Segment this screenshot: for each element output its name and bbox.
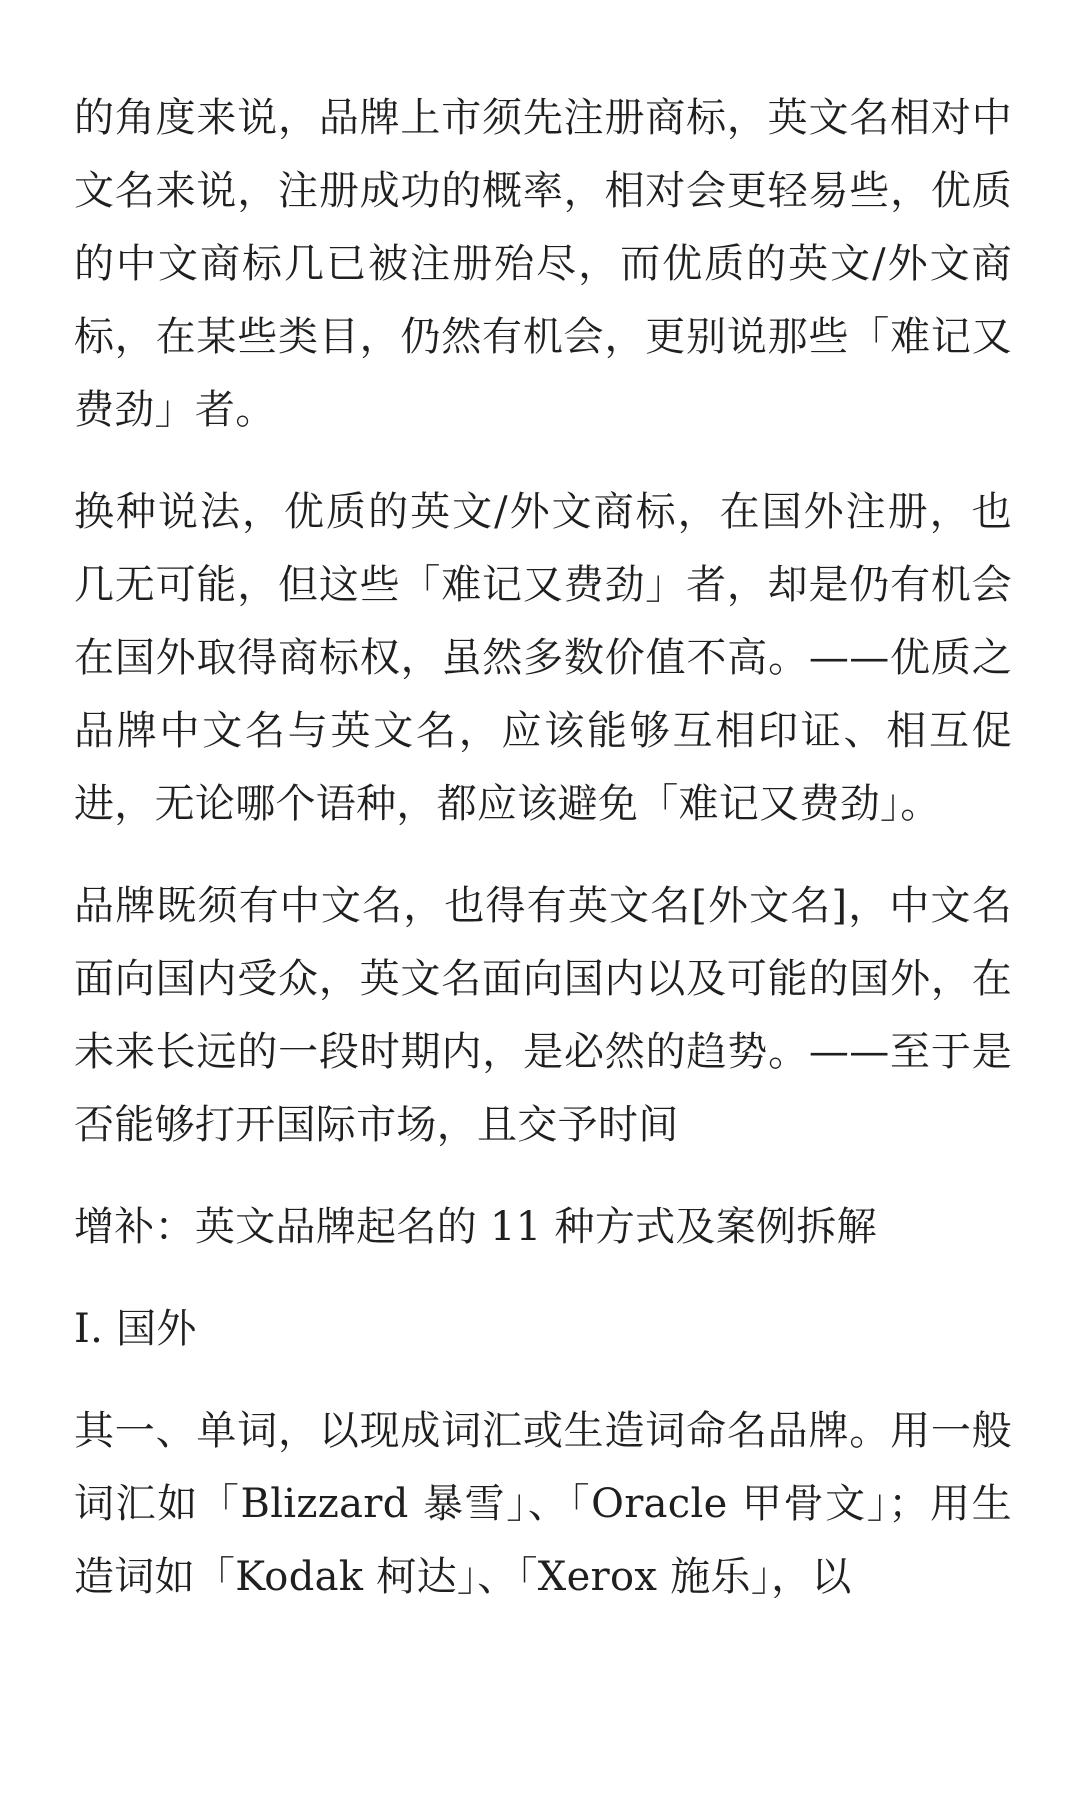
paragraph-single-word-method: 其一、单词，以现成词汇或生造词命名品牌。用一般词汇如「Blizzard 暴雪」、「Oracle 甲骨文」；用生造词如「Kodak 柯达」、「Xerox 施乐」，以 bbox=[74, 1408, 1012, 1600]
article-body bbox=[74, 82, 1012, 1643]
section-heading-foreign: I. 国外 bbox=[74, 1306, 197, 1352]
section-heading-supplement: 增补：英文品牌起名的 11 种方式及案例拆解 bbox=[74, 1204, 877, 1250]
paragraph-bilingual-trend: 品牌既须有中文名，也得有英文名[外文名]，中文名面向国内受众，英文名面向国内以及可能的国外，在未来长远的一段时期内，是必然的趋势。——至于是否能够打开国际市场，且交予时间 bbox=[74, 883, 1012, 1148]
paragraph-foreign-registration: 换种说法，优质的英文/外文商标，在国外注册，也几无可能，但这些「难记又费劲」者，却是仍有机会在国外取得商标权，虽然多数价值不高。——优质之品牌中文名与英文名，应该能够互相印证、相互促进，无论哪个语种，都应该避免「难记又费劲」。 bbox=[74, 489, 1012, 827]
paragraph-trademark-registration: 的角度来说，品牌上市须先注册商标，英文名相对中文名来说，注册成功的概率，相对会更轻易些，优质的中文商标几已被注册殆尽，而优质的英文/外文商标，在某些类目，仍然有机会，更别说那些「难记又费劲」者。 bbox=[74, 95, 1012, 433]
